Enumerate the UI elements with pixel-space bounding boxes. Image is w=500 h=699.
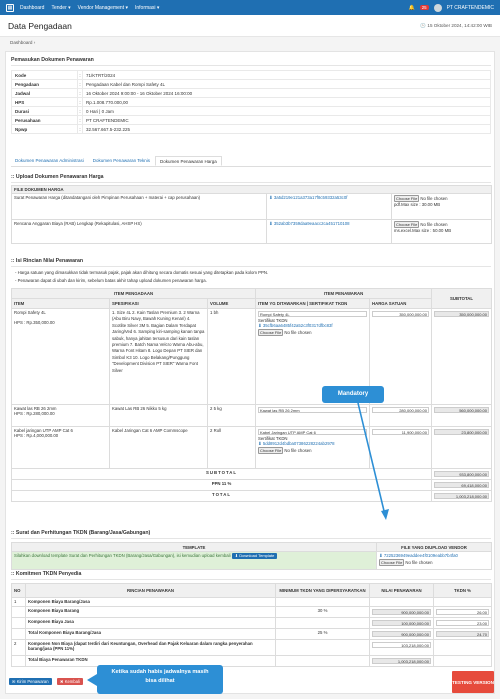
unit-price-input[interactable]: 280,000,000.00 — [372, 407, 429, 413]
item-unit: bh — [213, 310, 219, 315]
breadcrumb-dashboard[interactable]: Dashboard › — [10, 40, 36, 45]
info-value: 71/KTRT/2024 — [83, 71, 491, 80]
kembali-button[interactable] — [57, 678, 83, 685]
info-key: Pengadaan — [12, 80, 78, 89]
tkdn-file-name: 35cfb6aa6485f42a52c3f0317dfbc83f — [262, 323, 333, 328]
uploaded-file-link[interactable] — [269, 221, 350, 226]
kirim-penawaran-button[interactable] — [9, 678, 52, 685]
info-value: 0 Hari | 0 Jam — [83, 107, 491, 116]
item-name: Kabel jaringan UTP AMP Cat 6 — [14, 428, 73, 433]
col-subtotal: SUBTOTAL — [432, 289, 492, 309]
note-callout: Ketika sudah habis jadwalnya masih bisa dilihat — [97, 665, 223, 694]
choose-file-button[interactable]: Choose File — [396, 196, 418, 201]
total-row — [12, 480, 492, 491]
table-row — [12, 405, 492, 427]
total-label: PPN 11 % — [12, 480, 432, 491]
uploaded-file-name: 352ab3b7359daa9eaacc2ca451710108 — [273, 221, 350, 226]
tkdn-uploaded-file-name: 7225236949eaddee4f0109eabb7b4fa0 — [383, 553, 458, 558]
col-uploaded-file: FILE YANG DIUPLOAD VENDOR — [377, 543, 492, 552]
nav-tender[interactable]: Tender ▾ — [51, 4, 71, 11]
tkdn-pct-input[interactable]: 23.00 — [436, 620, 489, 626]
row-label: Komponen Biaya Barang — [26, 607, 276, 618]
total-label: TOTAL — [12, 491, 432, 502]
upload-section-title: :: Upload Dokumen Penawaran Harga — [11, 174, 104, 180]
total-row — [12, 491, 492, 502]
info-key: Npwp — [12, 125, 78, 134]
no-file-text: No file chosen — [284, 330, 312, 335]
item-volume: 2 — [210, 428, 213, 433]
info-row: Jadwal : 16 Oktober 2024 9:00:00 - 16 Oktober 2024 16:00:00 — [12, 89, 491, 98]
nilai-value: 900,000,000.00 — [372, 609, 431, 615]
col-harga-satuan: HARGA SATUAN — [370, 299, 432, 309]
info-row: Durasi : 0 Hari | 0 Jam — [12, 107, 491, 116]
page-header — [0, 15, 500, 37]
nilai-value: 103,218,000.00 — [372, 642, 431, 648]
info-value: PT CRAFTENDEMIC — [83, 116, 491, 125]
total-value: 1,003,218,000.00 — [434, 493, 489, 499]
col-item-ditawarkan: ITEM YG DITAWARKAN | SERTIFIKAT TKDN — [256, 299, 370, 309]
max-size-text: pdf.Max size : 30.00 MB — [394, 202, 441, 207]
rincian-note: - Harga satuan yang dimasukkan tidak termasuk pajak, pajak akan dihitung secara domatis sesuai yang ditetapkan pada kolom PPN. — [15, 270, 269, 275]
info-value: 16 Oktober 2024 9:00:00 - 16 Oktober 2024 16:00:00 — [83, 89, 491, 98]
col-volume: VOLUME — [208, 299, 256, 309]
rincian-table — [11, 288, 492, 502]
total-label: SUBTOTAL — [12, 469, 432, 480]
tkdn-pct-value: 24.70 — [436, 631, 489, 637]
current-date: 🕓 15 Oktober 2024, 14:42:00 WIB — [420, 22, 492, 28]
callout-arrow — [355, 402, 395, 522]
table-row — [12, 656, 492, 667]
choose-file-button[interactable]: Choose File — [396, 222, 418, 227]
tkdn-cert-label: Sertifikat TKDN — [258, 318, 288, 323]
tkdn-cert-label: Sertifikat TKDN — [258, 436, 288, 441]
info-row: Npwp : 32.567.667.5-232.225 — [12, 125, 491, 134]
nilai-value: 900,000,000.00 — [372, 631, 431, 637]
info-key: Kode — [12, 71, 78, 80]
info-value: Rp.1.008.770.000,00 — [83, 98, 491, 107]
row-label: Total Komponen Biaya Barang/Jasa — [26, 629, 276, 640]
choose-file-button[interactable]: Choose File — [260, 448, 282, 453]
document-tabs — [11, 156, 491, 167]
info-value: Pengadaan Kabel dan Rompi Safety 4L — [83, 80, 491, 89]
page-title: Data Pengadaan — [8, 20, 72, 31]
table-row — [12, 618, 492, 629]
upload-table-header: FILE DOKUMEN HARGA — [12, 186, 492, 194]
tkdn-uploaded-file-link[interactable] — [379, 553, 458, 558]
komitmen-section-title: :: Komitmen TKDN Penyedia — [11, 571, 82, 577]
uploaded-file-link[interactable] — [269, 195, 347, 200]
group-item-penawaran: ITEM PENAWARAN — [256, 289, 432, 299]
offered-item-input[interactable]: Rompi Safety 4L — [258, 311, 367, 317]
upload-row — [12, 220, 492, 244]
tkdn-pct-input[interactable]: 26.00 — [436, 609, 489, 615]
info-row: Pengadaan : Pengadaan Kabel dan Rompi Safety 4L — [12, 80, 491, 89]
send-icon: ✉ — [12, 679, 16, 684]
file-icon: ⬇ — [379, 553, 383, 558]
form-title: Pemasukan Dokumen Penawaran — [11, 57, 94, 63]
nav-dashboard[interactable]: Dashboard — [20, 4, 45, 11]
tab-teknis[interactable]: Dokumen Penawaran Teknis — [92, 158, 150, 163]
download-icon: ⬇ — [234, 553, 239, 558]
unit-price-input[interactable]: 350,000,000.00 — [372, 311, 429, 317]
col-template: TEMPLATE — [12, 543, 377, 552]
subtotal-value: 350,000,000.00 — [434, 311, 489, 317]
tab-harga[interactable]: Dokumen Penawaran Harga — [155, 156, 222, 166]
table-row — [12, 640, 492, 656]
mandatory-callout: Mandatory — [322, 386, 384, 403]
divider — [11, 65, 491, 66]
info-key: Durasi — [12, 107, 78, 116]
item-hps: HPS : Rp.4,000,000.00 — [14, 433, 59, 438]
info-key: HPS — [12, 98, 78, 107]
item-hps: HPS : Rp.350,000.00 — [14, 320, 55, 325]
file-icon: ⬇ — [269, 195, 273, 200]
user-name[interactable]: PT CRAFTENDEMIC — [446, 4, 494, 11]
subtotal-value: 23,800,000.00 — [434, 429, 489, 435]
item-spec: Kabel Jaringan Cat 6 AMP Commscope — [110, 427, 208, 469]
template-instruction: Silahkan download template Surat dan Perhitungan TKDN (Barang/Jasa/Gabungan), isi kemudian upload kembali — [14, 553, 231, 558]
row-label: Komponen Biaya Jasa — [26, 618, 276, 629]
nav-informasi[interactable]: Informasi ▾ — [134, 4, 160, 11]
kirim-label: Kirim Penawaran — [16, 679, 49, 684]
tkdn-section-title: :: Surat dan Perhitungan TKDN (Barang/Jasa/Gabungan) — [11, 530, 151, 536]
unit-price-input[interactable]: 11,900,000.00 — [372, 429, 429, 435]
col-no: NO — [12, 584, 26, 598]
bell-icon[interactable]: 🔔 — [408, 4, 415, 11]
nav-vendor-management[interactable]: Vendor Management ▾ — [77, 4, 128, 11]
upload-doc-name: Rencana Anggaran Biaya (RAB) Lengkap (Rekapitulasi, AHSP HS) — [12, 220, 267, 244]
file-icon: ⬇ — [269, 221, 273, 226]
no-file-text: No file chosen — [420, 196, 448, 201]
download-template-button[interactable] — [232, 553, 278, 559]
tkdn-file-link[interactable] — [258, 441, 335, 446]
top-navbar — [0, 0, 500, 15]
no-file-text: No file chosen — [405, 560, 433, 565]
table-row — [12, 309, 492, 405]
current-date-text: 15 Oktober 2024, 14:42:00 WIB — [427, 22, 492, 28]
table-row — [12, 629, 492, 640]
row-min: 25 % — [276, 629, 370, 640]
item-unit: 5 kg — [213, 406, 222, 411]
main-panel — [5, 51, 495, 694]
uploaded-file-name: 3a5d219e121a373a17f8c59332a53c0f — [273, 195, 348, 200]
choose-file-button[interactable]: Choose File — [260, 330, 282, 335]
row-min — [276, 598, 370, 607]
no-file-text: No file chosen — [284, 448, 312, 453]
total-value: 933,800,000.00 — [434, 471, 489, 477]
breadcrumb — [0, 37, 500, 48]
row-no: 1 — [12, 598, 26, 607]
info-row: Perusahaan : PT CRAFTENDEMIC — [12, 116, 491, 125]
item-name: Rompi Safety 4L — [14, 310, 46, 315]
nilai-value: 1,003,218,000.00 — [372, 658, 431, 664]
komitmen-table — [11, 583, 492, 667]
row-no: 2 — [12, 640, 26, 656]
col-spesifikasi: SPESIFIKASI — [110, 299, 208, 309]
col-tkdn-pct: TKDN % — [434, 584, 492, 598]
info-key: Jadwal — [12, 89, 78, 98]
col-rincian: RINCIAN PENAWARAN — [26, 584, 276, 598]
nilai-value: 100,000,000.00 — [372, 620, 431, 626]
row-label: Komponen Biaya Barang/Jasa — [26, 598, 276, 607]
tab-administrasi[interactable]: Dokumen Penawaran Administrasi — [15, 158, 84, 163]
total-row — [12, 469, 492, 480]
testing-version-badge: TESTING VERSION — [452, 671, 494, 693]
info-row: Kode : 71/KTRT/2024 — [12, 71, 491, 80]
col-minimum-tkdn: MINIMUM TKDN YANG DIPERSYARATKAN — [276, 584, 370, 598]
item-volume: 1 — [210, 310, 213, 315]
kembali-label: Kembali — [64, 679, 80, 684]
choose-file-button[interactable]: Choose File — [381, 560, 403, 565]
offered-item-input[interactable]: Kabel Jaringan UTP AMP Cat 6 — [258, 429, 367, 435]
rincian-note: - Penawaran dapat di ubah dan kirim, sebelum batas akhir tahap upload dokumen penawaran harga. — [15, 278, 207, 283]
tkdn-file-name: 5dd8912d4bdba07386228224ab2978 — [262, 441, 335, 446]
upload-row — [12, 194, 492, 220]
download-template-label: Download Template — [239, 553, 275, 558]
info-key: Perusahaan — [12, 116, 78, 125]
notification-count-badge: 25 — [421, 5, 427, 10]
tkdn-file-link[interactable] — [258, 323, 333, 328]
offered-item-input[interactable]: Kawat las RB 26 2mm — [258, 407, 367, 413]
upload-doc-name: Surat Penawaran Harga (ditandatangani oleh Pimpinan Perusahaan + materai + cap perusahaan) — [12, 194, 267, 220]
info-row: HPS : Rp.1.008.770.000,00 — [12, 98, 491, 107]
upload-table — [11, 185, 492, 244]
row-label: Total Biaya Penawaran TKDN — [26, 656, 276, 667]
row-min: 30 % — [276, 607, 370, 618]
total-value: 69,418,000.00 — [434, 482, 489, 488]
subtotal-value: 560,000,000.00 — [434, 407, 489, 413]
group-item-pengadaan: ITEM PENGADAAN — [12, 289, 256, 299]
item-volume: 2 — [210, 406, 213, 411]
col-nilai: NILAI PENAWARAN — [370, 584, 434, 598]
item-name: Kawat las RB 26 2mm — [14, 406, 57, 411]
user-avatar[interactable] — [434, 4, 442, 12]
file-icon: ⬇ — [258, 441, 262, 446]
max-size-text: ms.excel.Max size : 50.00 MB — [394, 228, 452, 233]
info-value: 32.567.667.5-232.225 — [83, 125, 491, 134]
table-row — [12, 552, 492, 570]
item-hps: HPS : Rp.280,000.00 — [14, 411, 55, 416]
no-file-text: No file chosen — [420, 222, 448, 227]
item-spec: Kawat Las RB 26 Nikko 5 kg — [110, 405, 208, 427]
note-callout-pointer — [86, 673, 98, 687]
app-logo-icon[interactable]: ▦ — [7, 4, 13, 11]
table-row — [12, 598, 492, 607]
table-row — [12, 427, 492, 469]
table-row — [12, 607, 492, 618]
tender-info-table — [11, 70, 491, 134]
file-icon: ⬇ — [258, 323, 262, 328]
tkdn-table — [11, 542, 492, 570]
rincian-section-title: :: Isi Rincian Nilai Penawaran — [11, 258, 84, 264]
item-spec: 1. Size 4L 2. Kain Taslan Premium 3. 2 Warna (Abu Biru Navy, Bawah Kuning Kenari) 4. Scotlite Silver 3M 5. Bagian Dalam Terdapat Jaring/Ved 6. Samping kiri-samping kanan tanpa sabuk, hanya jahitan tersusun dari kain taslan premium 7. Batch Nama Velcro Warna Abu-abu, Warna Font Hitam 8. Logo Depan PT SIER dan Simbol K3 10. Logo Belakang/Punggung "Development Division PT SIER" Warna Font Silver — [110, 309, 208, 405]
back-icon: ✖ — [60, 679, 64, 684]
item-unit: Roll — [213, 428, 221, 433]
row-label: Komponen Non Biaya (dapat terdiri dari Keuntungan, Overhead dan Pajak Keluaran dalam rangka penyerahan barang/jasa (PPN 11%) — [26, 640, 276, 656]
col-item: ITEM — [12, 299, 110, 309]
